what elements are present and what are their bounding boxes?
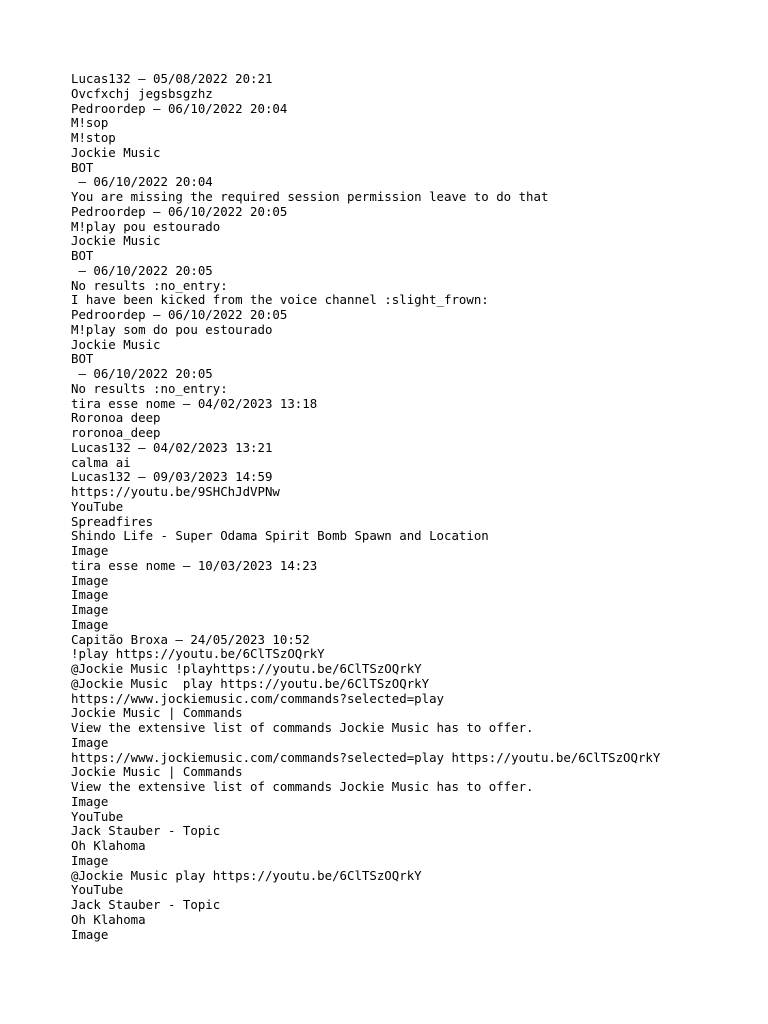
message-text: @Jockie Music !playhttps://youtu.be/6ClTSzOQrkY xyxy=(71,661,422,676)
image-placeholder: Image xyxy=(71,587,109,603)
message-author-line: Pedroordep — 06/10/2022 20:04 xyxy=(71,100,288,116)
embed-description: View the extensive list of commands Jockie Music has to offer. xyxy=(71,779,534,794)
message-text: I have been kicked from the voice channel :slight_frown: xyxy=(71,292,489,308)
message-text: M!play som do pou estourado xyxy=(71,321,273,337)
embed-title: Shindo Life - Super Odama Spirit Bomb Spawn and Location xyxy=(71,528,489,544)
bot-name: Jockie Music xyxy=(71,144,161,160)
message-author-line: tira esse nome — 10/03/2023 14:23 xyxy=(71,557,318,573)
message-text: You are missing the required session permission leave to do that xyxy=(71,189,549,204)
message-text: Ovcfxchj jegsbsgzhz xyxy=(71,85,213,101)
message-author-line: Lucas132 — 09/03/2023 14:59 xyxy=(71,469,273,485)
embed-author: Jack Stauber - Topic xyxy=(71,823,221,839)
image-placeholder: Image xyxy=(71,734,109,750)
message-text: Roronoa deep xyxy=(71,410,161,426)
embed-title: Oh Klahoma xyxy=(71,911,146,927)
message-author-line: Pedroordep — 06/10/2022 20:05 xyxy=(71,307,288,322)
bot-name: Jockie Music xyxy=(71,336,161,352)
message-text: No results :no_entry: xyxy=(71,380,228,396)
embed-description: View the extensive list of commands Jockie Music has to offer. xyxy=(71,720,534,735)
image-placeholder: Image xyxy=(71,602,109,617)
embed-author: Jack Stauber - Topic xyxy=(71,897,221,912)
message-text: roronoa_deep xyxy=(71,425,161,440)
embed-provider: YouTube xyxy=(71,808,124,824)
message-timestamp: — 06/10/2022 20:05 xyxy=(71,366,213,381)
image-placeholder: Image xyxy=(71,852,109,868)
image-placeholder: Image xyxy=(71,543,109,558)
message-text: M!play pou estourado xyxy=(71,218,221,234)
image-placeholder: Image xyxy=(71,793,109,809)
embed-title: Jockie Music | Commands xyxy=(71,764,243,780)
message-text: @Jockie Music play https://youtu.be/6ClTSzOQrkY xyxy=(71,867,422,883)
message-author-line: Lucas132 — 05/08/2022 20:21 xyxy=(71,71,273,86)
chat-log-document xyxy=(71,72,761,942)
message-link: https://youtu.be/9SHChJdVPNw xyxy=(71,484,280,499)
image-placeholder: Image xyxy=(71,616,109,632)
message-timestamp: — 06/10/2022 20:05 xyxy=(71,262,213,278)
bot-name: Jockie Music xyxy=(71,233,161,249)
message-author-line: Lucas132 — 04/02/2023 13:21 xyxy=(71,439,273,455)
bot-badge: BOT xyxy=(71,351,94,367)
embed-author: Spreadfires xyxy=(71,513,154,529)
embed-title: Oh Klahoma xyxy=(71,838,146,853)
message-author-line: tira esse nome — 04/02/2023 13:18 xyxy=(71,395,318,411)
message-text: !play https://youtu.be/6ClTSzOQrkY xyxy=(71,646,325,662)
embed-title: Jockie Music | Commands xyxy=(71,705,243,721)
message-link: https://www.jockiemusic.com/commands?selected=play xyxy=(71,690,444,706)
message-text: M!stop xyxy=(71,130,116,145)
message-link: https://www.jockiemusic.com/commands?selected=play https://youtu.be/6ClTSzOQrkY xyxy=(71,749,661,765)
bot-badge: BOT xyxy=(71,248,94,263)
message-author-line: Capitão Broxa — 24/05/2023 10:52 xyxy=(71,631,310,647)
image-placeholder: Image xyxy=(71,926,109,942)
message-text: No results :no_entry: xyxy=(71,277,228,293)
embed-provider: YouTube xyxy=(71,882,124,898)
message-text: calma ai xyxy=(71,454,131,470)
embed-provider: YouTube xyxy=(71,498,124,514)
message-timestamp: — 06/10/2022 20:04 xyxy=(71,174,213,190)
bot-badge: BOT xyxy=(71,159,94,175)
image-placeholder: Image xyxy=(71,572,109,588)
message-text: @Jockie Music play https://youtu.be/6ClTSzOQrkY xyxy=(71,675,430,691)
message-text: M!sop xyxy=(71,115,109,131)
message-author-line: Pedroordep — 06/10/2022 20:05 xyxy=(71,203,288,219)
